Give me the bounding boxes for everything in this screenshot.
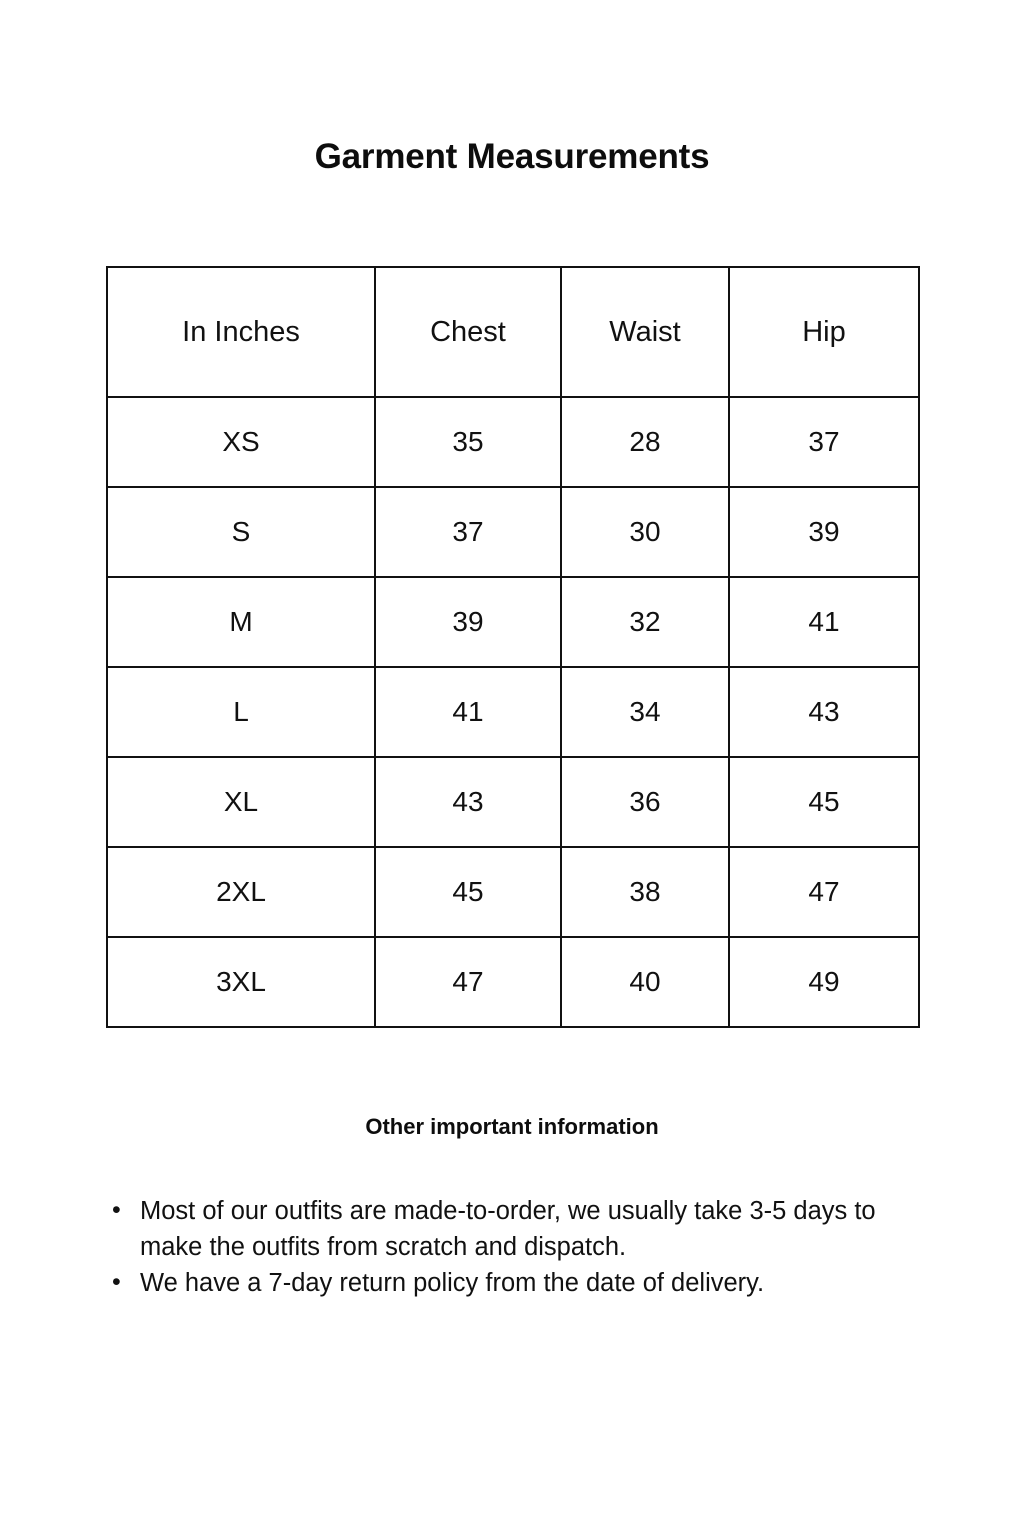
cell-size: S xyxy=(107,487,375,577)
list-item-text: We have a 7-day return policy from the date of delivery. xyxy=(140,1269,765,1298)
cell-chest: 47 xyxy=(375,937,561,1027)
cell-hip: 37 xyxy=(729,397,919,487)
column-header-hip: Hip xyxy=(729,267,919,397)
cell-size: XS xyxy=(107,397,375,487)
cell-chest: 37 xyxy=(375,487,561,577)
garment-measurements-table xyxy=(106,266,920,1028)
table-row xyxy=(107,847,919,937)
table-row xyxy=(107,577,919,667)
bullet-icon: • xyxy=(112,1268,121,1297)
cell-chest: 45 xyxy=(375,847,561,937)
cell-chest: 39 xyxy=(375,577,561,667)
cell-size: M xyxy=(107,577,375,667)
cell-hip: 39 xyxy=(729,487,919,577)
table-body xyxy=(107,397,919,1027)
cell-hip: 47 xyxy=(729,847,919,937)
cell-chest: 43 xyxy=(375,757,561,847)
cell-hip: 45 xyxy=(729,757,919,847)
cell-waist: 28 xyxy=(561,397,729,487)
page-title: Garment Measurements xyxy=(314,137,710,176)
table-row xyxy=(107,667,919,757)
table-row xyxy=(107,397,919,487)
column-header-size: In Inches xyxy=(107,267,375,397)
other-information-list xyxy=(0,1140,1024,1302)
table-row xyxy=(107,487,919,577)
cell-waist: 32 xyxy=(561,577,729,667)
column-header-chest: Chest xyxy=(375,267,561,397)
list-item xyxy=(112,1265,900,1301)
cell-hip: 49 xyxy=(729,937,919,1027)
cell-waist: 40 xyxy=(561,937,729,1027)
cell-waist: 30 xyxy=(561,487,729,577)
cell-size: XL xyxy=(107,757,375,847)
table-row xyxy=(107,757,919,847)
cell-size: 2XL xyxy=(107,847,375,937)
bullet-icon: • xyxy=(112,1196,121,1224)
cell-chest: 35 xyxy=(375,397,561,487)
cell-hip: 41 xyxy=(729,577,919,667)
cell-hip: 43 xyxy=(729,667,919,757)
cell-waist: 36 xyxy=(561,757,729,847)
table-header xyxy=(107,267,919,397)
list-item xyxy=(112,1193,900,1265)
cell-waist: 38 xyxy=(561,847,729,937)
list-item-text: Most of our outfits are made-to-order, we usually take 3-5 days to make the outfits from scratch and dispatch. xyxy=(140,1197,876,1262)
cell-size: L xyxy=(107,667,375,757)
table-row xyxy=(107,937,919,1027)
table-header-row xyxy=(107,267,919,397)
size-table-container xyxy=(106,177,918,1028)
cell-chest: 41 xyxy=(375,667,561,757)
column-header-waist: Waist xyxy=(561,267,729,397)
other-information-heading: Other important information xyxy=(365,1114,659,1139)
cell-size: 3XL xyxy=(107,937,375,1027)
cell-waist: 34 xyxy=(561,667,729,757)
